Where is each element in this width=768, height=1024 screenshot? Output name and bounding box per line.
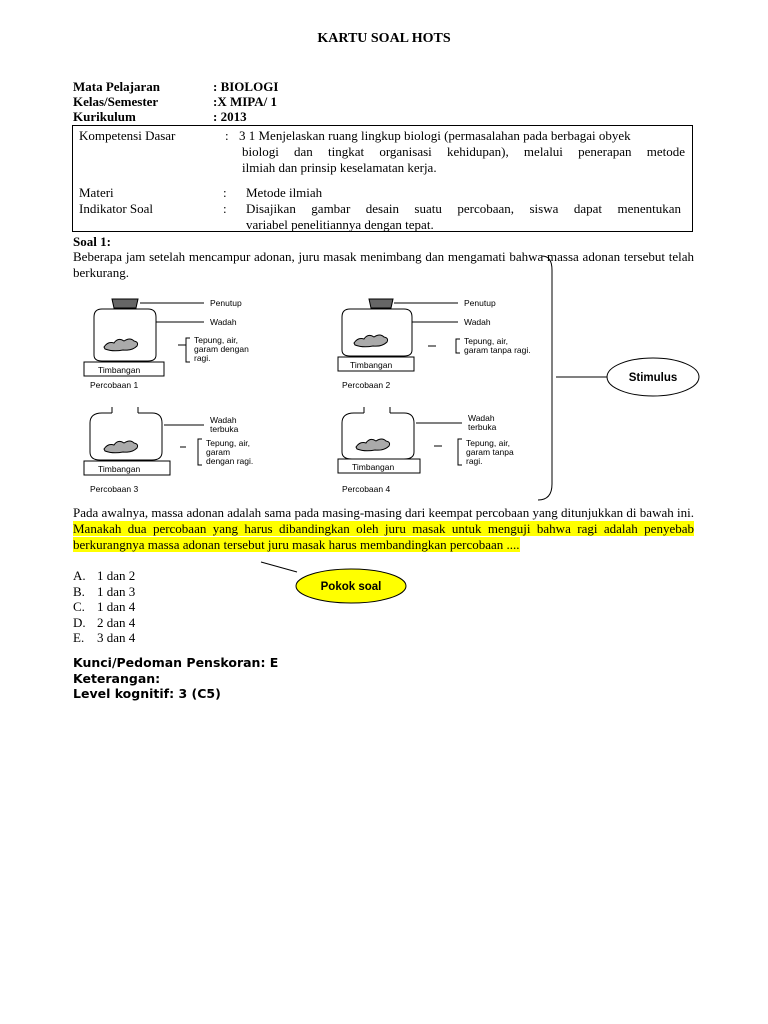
indikator-line-2: variabel penelitiannya dengan tepat. [246, 217, 434, 232]
question-stem-highlight: Manakah dua percobaan yang harus dibandingkan oleh juru masak untuk menguji bahwa ragi adalah penyebab berkurangnya massa adonan tersebut juru masak harus membandingkan percobaan .... [73, 521, 694, 552]
p3-caption: Percobaan 3 [90, 484, 139, 494]
kd-line-3: ilmiah dan prinsip keselamatan kerja. [242, 160, 437, 175]
p3-scale-label: Timbangan [98, 464, 141, 474]
meta-subject-value: : BIOLOGI [213, 79, 279, 94]
p1-lid-label: Penutup [210, 298, 242, 308]
materi-label: Materi [79, 185, 114, 200]
kd-line-2: biologi dan tingkat organisasi kehidupan), melalui penerapan metode [242, 144, 685, 159]
meta-class [73, 94, 277, 109]
p2-content-line-2: garam tanpa ragi. [464, 345, 531, 355]
meta-class-value: :X MIPA/ 1 [213, 94, 278, 109]
p2-scale-label: Timbangan [350, 360, 393, 370]
p1-container-label: Wadah [210, 317, 237, 327]
question-intro: Beberapa jam setelah mencampur adonan, juru masak menimbang dan mengamati bahwa massa adonan tersebut telah berkurang. [73, 249, 694, 280]
answer-key-section [73, 655, 278, 702]
p3-container-line-1: Wadah [210, 415, 237, 425]
p3-content-line-3: dengan ragi. [206, 456, 254, 466]
meta-curriculum-value: : 2013 [213, 109, 247, 124]
p4-scale-label: Timbangan [352, 462, 395, 472]
materi-value: Metode ilmiah [246, 185, 323, 200]
stimulus-callout: Stimulus [628, 372, 678, 384]
pokok-soal-callout-shape [255, 556, 415, 606]
p2-lid-label: Penutup [464, 298, 496, 308]
meta-class-key: Kelas/Semester [73, 94, 159, 109]
document-title: KARTU SOAL HOTS [317, 31, 451, 46]
choice-c[interactable]: C. 1 dan 4 [73, 599, 136, 614]
p1-content-line-2: garam dengan [194, 344, 249, 354]
question-stem [73, 505, 694, 553]
p2-container-label: Wadah [464, 317, 491, 327]
choice-e[interactable]: E. 3 dan 4 [73, 630, 136, 645]
kd-line-1: 3 1 Menjelaskan ruang lingkup biologi (permasalahan pada berbagai obyek [239, 128, 631, 143]
indikator-sep: : [223, 201, 227, 216]
stimulus-bracket [530, 248, 720, 508]
meta-subject [73, 79, 278, 94]
meta-subject-key: Mata Pelajaran [73, 79, 161, 94]
p4-container-line-2: terbuka [468, 422, 497, 432]
meta-curriculum-key: Kurikulum [73, 109, 136, 124]
p4-content-line-3: ragi. [466, 456, 483, 466]
p1-content-line-3: ragi. [194, 353, 211, 363]
kd-label: Kompetensi Dasar [79, 128, 176, 143]
choice-a[interactable]: A. 1 dan 2 [73, 568, 136, 583]
p3-content-line-1: Tepung, air, [206, 438, 250, 448]
question-heading: Soal 1: [73, 234, 111, 249]
p4-content-line-1: Tepung, air, [466, 438, 510, 448]
p4-caption: Percobaan 4 [342, 484, 391, 494]
indikator-label: Indikator Soal [79, 201, 154, 216]
p2-content-line-1: Tepung, air, [464, 336, 508, 346]
experiment-diagram [82, 295, 562, 500]
cognitive-level: Level kognitif: 3 (C5) [73, 686, 221, 701]
p4-content-line-2: garam tanpa [466, 447, 514, 457]
meta-curriculum [73, 109, 247, 124]
kd-sep: : [225, 128, 229, 143]
p2-caption: Percobaan 2 [342, 380, 391, 390]
materi-sep: : [223, 185, 227, 200]
choice-b[interactable]: B. 1 dan 3 [73, 583, 136, 599]
p1-content-line-1: Tepung, air, [194, 335, 238, 345]
p1-caption: Percobaan 1 [90, 380, 139, 390]
p3-content-line-2: garam [206, 447, 231, 457]
p4-container-line-1: Wadah [468, 413, 495, 423]
competency-box [72, 125, 693, 232]
p1-scale-label: Timbangan [98, 365, 141, 375]
pokok-soal-callout: Pokok soal [320, 581, 382, 593]
p3-container-line-2: terbuka [210, 424, 239, 434]
answer-key: Kunci/Pedoman Penskoran: E [73, 655, 279, 670]
answer-choices [73, 568, 135, 646]
notes-label: Keterangan: [73, 670, 161, 686]
question-stem-plain: Pada awalnya, massa adonan adalah sama pada masing-masing dari keempat percobaan yang ditunjukkan di bawah ini. [73, 505, 694, 520]
indikator-line-1: Disajikan gambar desain suatu percobaan, siswa dapat menentukan [246, 201, 681, 216]
choice-d[interactable]: D. 2 dan 4 [73, 614, 136, 630]
